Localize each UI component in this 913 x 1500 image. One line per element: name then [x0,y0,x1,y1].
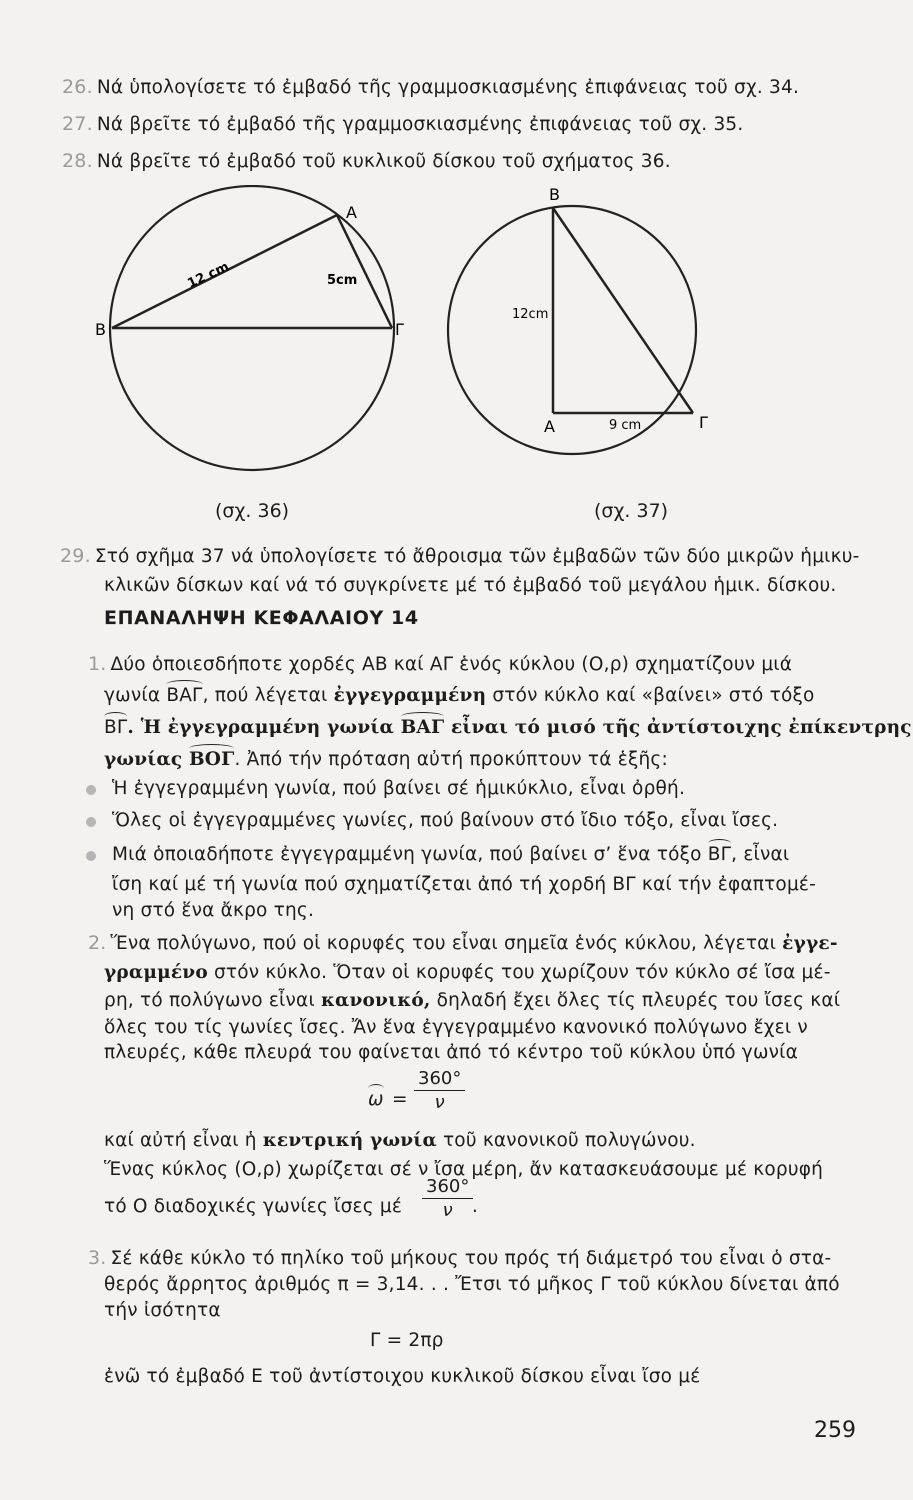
angle-bag: ΒΑΓ [166,685,203,706]
section-1-line2: γωνία ΒΑΓ, πού λέγεται ἐγγεγραμμένη στόν κύκλο καί «βαίνει» στό τόξο [104,685,815,706]
section-2-line6: καί αὐτή εἶναι ἡ κεντρική γωνία τοῦ κανονικοῦ πολυγώνου. [104,1130,696,1151]
formula-omega: ω [368,1089,384,1110]
exercise-26: 26. Νά ὑπολογίσετε τό ἐμβαδό τῆς γραμμοσκιασμένης ἐπιφάνειας τοῦ σχ. 34. [62,76,800,98]
angle-bog: ΒΟΓ [188,749,235,770]
figure-36 [95,185,425,485]
fig37-length-ag: 9 cm [609,418,642,433]
section-1-bullet3-line3: νη στό ἕνα ἄκρο της. [112,900,315,921]
angle-bag-bold: ΒΑΓ [400,717,445,738]
section-1-bullet3-line2: ἴση καί μέ τή γωνία πού σχηματίζεται ἀπό τή χορδή ΒΓ καί τήν ἐφαπτομέ- [112,874,816,895]
arc-bg-2: ΒΓ [707,844,732,865]
exercise-29-line2: κλικῶν δίσκων καί νά τό συγκρίνετε μέ τό ἐμβαδό τοῦ μεγάλου ἡμικ. δίσκου. [104,575,837,596]
fig36-label-b: Β [95,320,106,339]
section-1-line1: 1. Δύο ὁποιεσδήποτε χορδές ΑΒ καί ΑΓ ἑνός κύκλου (Ο,ρ) σχηματίζουν μιά [88,653,793,675]
fig36-label-g: Γ [395,320,404,339]
exercise-28: 28. Νά βρεῖτε τό ἐμβαδό τοῦ κυκλικοῦ δίσκου τοῦ σχήματος 36. [62,150,671,172]
fig37-label-b: Β [549,185,560,204]
bullet-icon [86,851,96,861]
section-2-line8: τό Ο διαδοχικές γωνίες ἴσες μέ [104,1196,403,1217]
section-2-period: . [472,1196,479,1217]
section-3-line1: 3. Σέ κάθε κύκλο τό πηλίκο τοῦ μήκους του πρός τή διάμετρό του εἶναι ὁ στα- [88,1247,832,1269]
section-1-bullet2: Ὅλες οἱ ἐγγεγραμμένες γωνίες, πού βαίνουν στό ἴδιο τόξο, εἶναι ἴσες. [112,810,779,831]
exercise-29: 29. Στό σχῆμα 37 νά ὑπολογίσετε τό ἄθροισμα τῶν ἐμβαδῶν τῶν δύο μικρῶν ἡμικυ- [60,545,860,567]
section-1-bullet1: Ἡ ἐγγεγραμμένη γωνία, πού βαίνει σέ ἡμικύκλιο, εἶναι ὀρθή. [112,778,686,799]
section-3-line3: τήν ἰσότητα [104,1300,221,1321]
fig36-length-ag: 5cm [327,273,358,288]
figure-37-caption: (σχ. 37) [594,500,669,522]
section-1-line3: ΒΓ. Ἡ ἐγγεγραμμένη γωνία ΒΑΓ εἶναι τό μισό τῆς ἀντίστοιχης ἐπίκεντρης [104,717,912,738]
section-2-line1: 2. Ἕνα πολύγωνο, πού οἱ κορυφές του εἶναι σημεῖα ἑνός κύκλου, λέγεται ἐγγε- [88,932,838,954]
formula-equals: = [392,1089,408,1110]
figure-36-caption: (σχ. 36) [215,500,290,522]
section-1-bullet3: Μιά ὁποιαδήποτε ἐγγεγραμμένη γωνία, πού βαίνει σ’ ἕνα τόξο ΒΓ, εἶναι [112,844,790,865]
fig36-label-a: Α [346,203,357,222]
figure-37 [445,180,745,500]
exercise-27: 27. Νά βρεῖτε τό ἐμβαδό τῆς γραμμοσκιασμένης ἐπιφάνειας τοῦ σχ. 35. [62,113,744,135]
section-2-line5: πλευρές, κάθε πλευρά του φαίνεται ἀπό τό κέντρο τοῦ κύκλου ὑπό γωνία [104,1042,799,1063]
section-3-line2: θερός ἄρρητος ἀριθμός π = 3,14. . . Ἔτσι τό μῆκος Γ τοῦ κύκλου δίνεται ἀπό [104,1274,840,1295]
bullet-icon [86,785,96,795]
section-3-line4: ἐνῶ τό ἐμβαδό Ε τοῦ ἀντίστοιχου κυκλικοῦ δίσκου εἶναι ἴσο μέ [104,1366,701,1387]
formula-circumference: Γ = 2πρ [370,1330,444,1351]
fig37-label-g: Γ [699,413,708,432]
formula-fraction-2: $\frac{360^\circ}{\nu}$ [422,1176,473,1221]
section-1-line4: γωνίας ΒΟΓ. Ἀπό τήν πρόταση αὐτή προκύπτουν τά ἑξῆς: [104,749,668,770]
arc-bg: ΒΓ [104,717,128,738]
section-2-line7: Ἕνας κύκλος (Ο,ρ) χωρίζεται σέ ν ἴσα μέρη, ἄν κατασκευάσουμε μέ κορυφή [104,1159,824,1180]
page-number: 259 [814,1418,856,1443]
bullet-icon [86,817,96,827]
formula-fraction: $\frac{360^\circ}{\nu}$ [414,1068,465,1113]
fig37-label-a: Α [544,417,555,436]
fig37-length-ab: 12cm [512,307,549,322]
section-2-line4: ὅλες του τίς γωνίες ἴσες. Ἄν ἕνα ἐγγεγραμμένο κανονικό πολύγωνο ἔχει ν [104,1017,808,1038]
section-2-line2: γραμμένο στόν κύκλο. Ὅταν οἱ κορυφές του χωρίζουν τόν κύκλο σέ ἴσα μέ- [104,962,831,983]
chapter-review-heading: ΕΠΑΝΑΛΗΨΗ ΚΕΦΑΛΑΙΟΥ 14 [104,607,419,629]
section-2-line3: ρη, τό πολύγωνο εἶναι κανονικό, δηλαδή ἔχει ὅλες τίς πλευρές του ἴσες καί [104,990,841,1011]
fig36-length-ab: 12 cm [185,259,232,292]
